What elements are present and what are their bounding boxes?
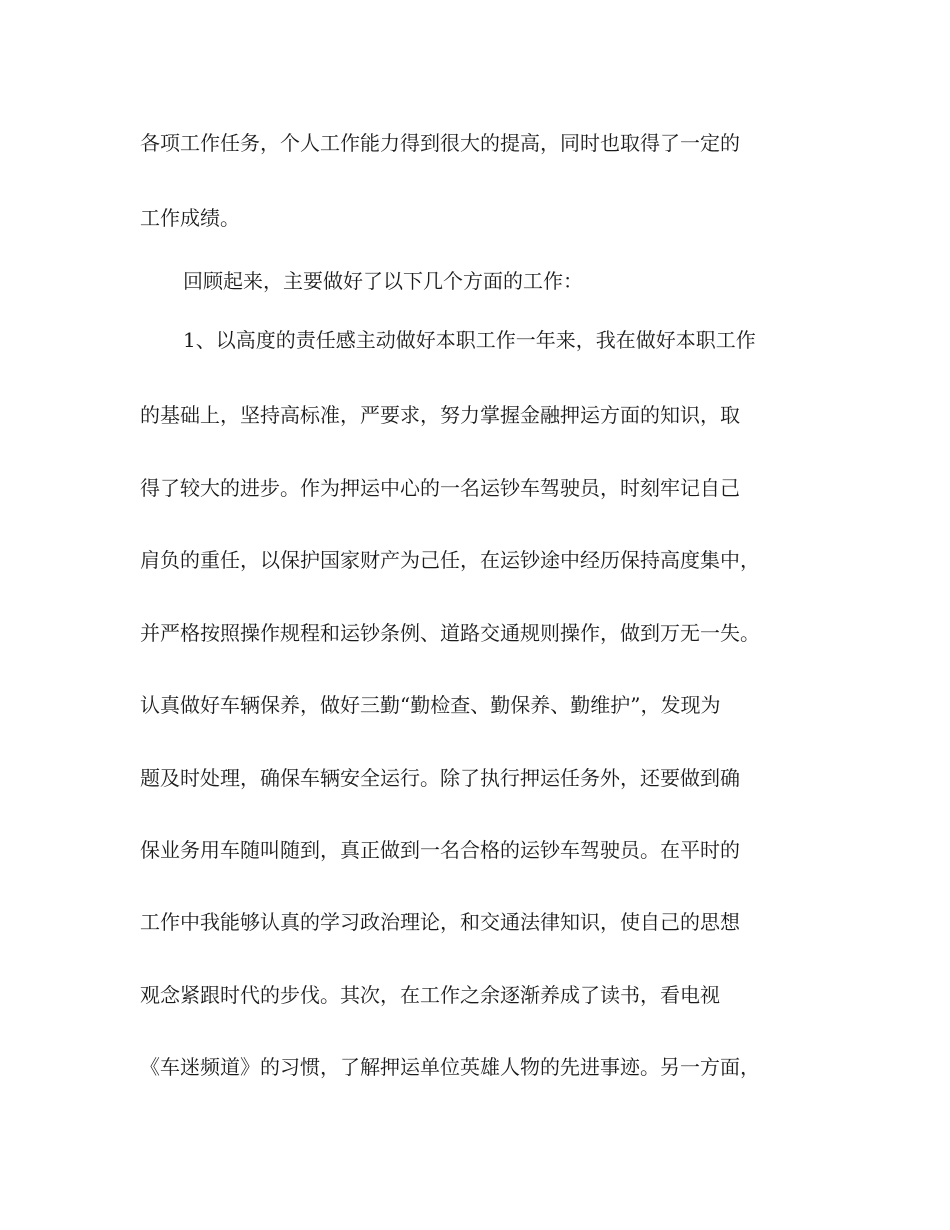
text-line: 认真做好车辆保养，做好三勤“勤检查、勤保养、勤维护”，发现为 [140,693,721,717]
text-line: 的基础上，坚持高标准，严要求，努力掌握金融押运方面的知识，取 [140,403,740,427]
text-line: 得了较大的进步。作为押运中心的一名运钞车驾驶员，时刻牢记自己 [140,476,740,500]
text-line: 并严格按照操作规程和运钞条例、道路交通规则操作，做到万无一失。 [140,621,760,645]
text-line: 题及时处理，确保车辆安全运行。除了执行押运任务外，还要做到确 [140,766,740,790]
text-line: 工作中我能够认真的学习政治理论，和交通法律知识，使自己的思想 [140,910,740,934]
text-line: 《车迷频道》的习惯，了解押运单位英雄人物的先进事迹。另一方面， [140,1055,760,1079]
text-line: 保业务用车随叫随到，真正做到一名合格的运钞车驾驶员。在平时的 [140,838,740,862]
text-line: 观念紧跟时代的步伐。其次，在工作之余逐渐养成了读书，看电视 [140,983,720,1007]
text-line: 工作成绩。 [140,206,240,230]
text-line: 各项工作任务，个人工作能力得到很大的提高，同时也取得了一定的 [140,131,740,155]
paragraph-start-line: 回顾起来，主要做好了以下几个方面的工作： [183,269,583,293]
paragraph-start-line: 1、以高度的责任感主动做好本职工作一年来，我在做好本职工作 [183,328,756,352]
text-line: 肩负的重任，以保护国家财产为己任，在运钞途中经历保持高度集中， [140,548,760,572]
